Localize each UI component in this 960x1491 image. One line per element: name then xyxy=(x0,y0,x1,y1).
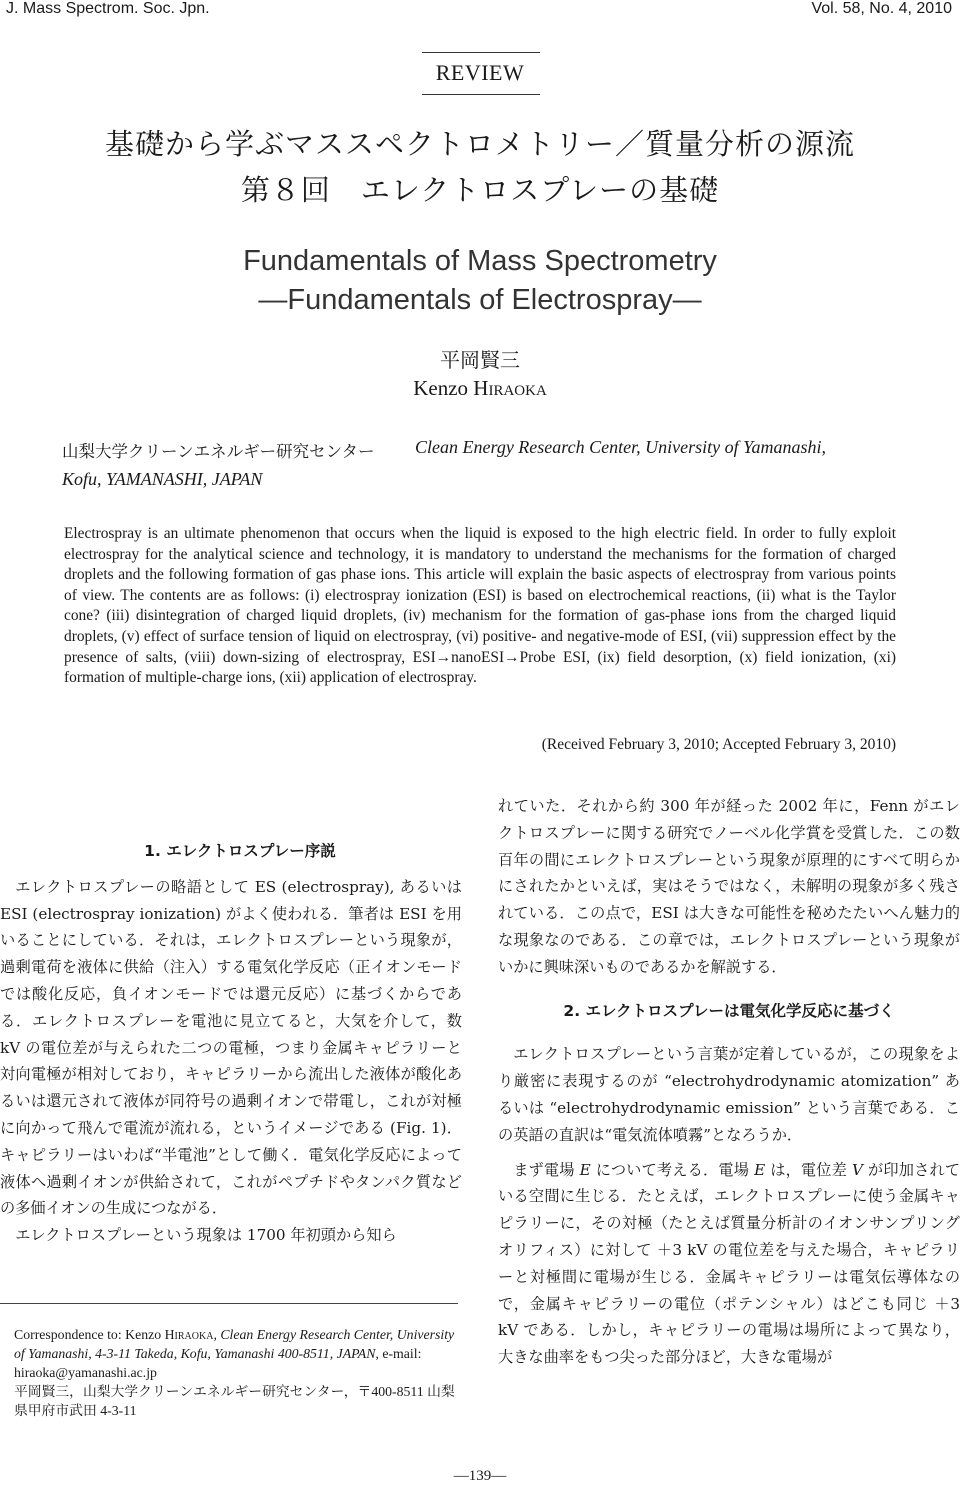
corr-surname: Hiraoka xyxy=(164,1327,214,1342)
title-jp-line1: 基礎から学ぶマススペクトロメトリー／質量分析の源流 xyxy=(104,127,855,161)
title-en-line1: Fundamentals of Mass Spectrometry xyxy=(243,245,717,277)
review-top-rule xyxy=(422,52,540,53)
author-first-name: Kenzo xyxy=(413,376,469,400)
right-column xyxy=(498,793,960,1371)
electric-field-symbol: E xyxy=(579,1160,591,1179)
electric-field-symbol-2: E xyxy=(754,1160,766,1179)
section-2-paragraph-2: まず電場 E について考える．電場 E は，電位差 V が印加されている空間に生じる．たとえば，エレクトロスプレーに使う金属キャピラリーに，その対極（たとえば質量分析計のイオンサンプリングオリフィス）に対して ＋3 kV の電位差を与えた場合，キャピラリーと対極間に電場が生じる．金属キャピラリーは電気伝導体なので，金属キャピラリーの電位（ポテンシャル）はどこも同じ ＋3 kV である．しかし，キャピラリーの電場は場所によって異なり，大きな曲率をもつ尖った部分ほど，大きな電場が xyxy=(498,1160,960,1367)
corr-email: , e-mail: hiraoka@yamanashi.ac.jp xyxy=(14,1345,422,1380)
corr-affiliation: , Clean Energy Research Center, University of Yamanashi, 4-3-11 Takeda, Kofu, Yamanashi 400-8511, JAPAN xyxy=(14,1327,455,1361)
section-2-paragraph-1: エレクトロスプレーという言葉が定着しているが，この現象をより厳密に表現するのが “electrohydrodynamic atomization” あるいは “electrohydrodynamic emission” という言葉である．この英語の直訳は“電気流体噴霧”となろうか． xyxy=(498,1045,960,1144)
correspondence-footnote xyxy=(14,1326,466,1421)
section-2-heading: 2. エレクトロスプレーは電気化学反応に基づく xyxy=(563,1001,895,1020)
received-dates: (Received February 3, 2010; Accepted February 3, 2010) xyxy=(541,736,896,753)
affiliation-jp: 山梨大学クリーンエネルギー研究センター xyxy=(62,442,375,461)
author-name-jp: 平岡賢三 xyxy=(440,348,520,372)
section-1-paragraph-2-continued: れていた．それから約 300 年が経った 2002 年に，Fenn がエレクトロスプレーに関する研究でノーベル化学賞を受賞した．この数百年の間にエレクトロスプレーという現象が原理的にすべて明らかにされたかといえば，実はそうではなく，未解明の現象が多く残されている．この点で，ESI は大きな可能性を秘めたたいへん魅力的な現象なのである．この章では，エレクトロスプレーという現象がいかに興味深いものであるかを解説する． xyxy=(498,797,960,976)
potential-symbol: V xyxy=(852,1160,864,1179)
review-bottom-rule xyxy=(422,94,540,95)
footnote-rule xyxy=(0,1303,458,1304)
review-label: REVIEW xyxy=(435,60,525,85)
abstract: Electrospray is an ultimate phenomenon that occurs when the liquid is exposed to the high electric field. In order to fully exploit electrospray for the analytical science and technology, it is mandatory to understand the mechanisms for the formation of charged droplets and the following formation of gas phase ions. This article will explain the basic aspects of electrospray from various points of view. The contents are as follows: (i) electrospray ionization (ESI) is based on electrochemical reactions, (ii) what is the Taylor cone? (iii) disintegration of charged liquid droplets, (iv) mechanism for the formation of gas-phase ions from the charged liquid droplets, (v) effect of surface tension of liquid on electrospray, (vi) positive- and negative-mode of ESI, (vii) suppression effect by the presence of salts, (viii) down-sizing of electrospray, ESI→nanoESI→Probe ESI, (ix) field desorption, (x) field ionization, (xi) formation of multiple-charge ions, (xii) application of electrospray. xyxy=(64,525,896,687)
left-column xyxy=(0,838,462,1249)
corr-prefix: Correspondence to: Kenzo xyxy=(14,1327,165,1342)
journal-volume: Vol. 58, No. 4, 2010 xyxy=(811,0,952,17)
corr-jp: 平岡賢三，山梨大学クリーンエネルギー研究センター，〒400-8511 山梨県甲府市武田 4-3-11 xyxy=(14,1383,455,1418)
author-last-name: Hiraoka xyxy=(473,376,547,400)
page-number: —139— xyxy=(453,1468,507,1484)
section-1-heading: 1. エレクトロスプレー序説 xyxy=(144,842,336,860)
author-name-en xyxy=(0,376,960,401)
section-1-paragraph-2: エレクトロスプレーという現象は 1700 年初頭から知ら xyxy=(15,1226,397,1245)
section-1-paragraph-1: エレクトロスプレーの略語として ES (electrospray), あるいは ESI (electrospray ionization) がよく使われる．筆者は ESI を用いることにしている．それは，エレクトロスプレーという現象が，過剰電荷を液体に供給（注入）する電気化学反応（正イオンモードでは酸化反応，負イオンモードでは還元反応）に基づくからである．エレクトロスプレーを電池に見立てると，大気を介して，数 kV の電位差が与えられた二つの電極，つまり金属キャピラリーと対向電極が相対しており，キャピラリーから流出した液体が酸化あるいは還元されて液体が同符号の過剰イオンで帯電し，これが対極に向かって飛んで電流が流れる，というイメージである (Fig. 1)．キャピラリーはいわば“半電池”として働く．電気化学反応によって液体へ過剰イオンが供給されて，これがペプチドやタンパク質などの多価イオンの生成につながる． xyxy=(0,877,462,1218)
title-jp-line2: 第８回 エレクトロスプレーの基礎 xyxy=(240,173,720,207)
affiliation-en-line2: Kofu, YAMANASHI, JAPAN xyxy=(62,469,263,489)
title-en-line2: —Fundamentals of Electrospray— xyxy=(258,284,702,316)
affiliation-en-line1: Clean Energy Research Center, University of Yamanashi, xyxy=(415,437,826,457)
journal-name: J. Mass Spectrom. Soc. Jpn. xyxy=(6,0,210,17)
